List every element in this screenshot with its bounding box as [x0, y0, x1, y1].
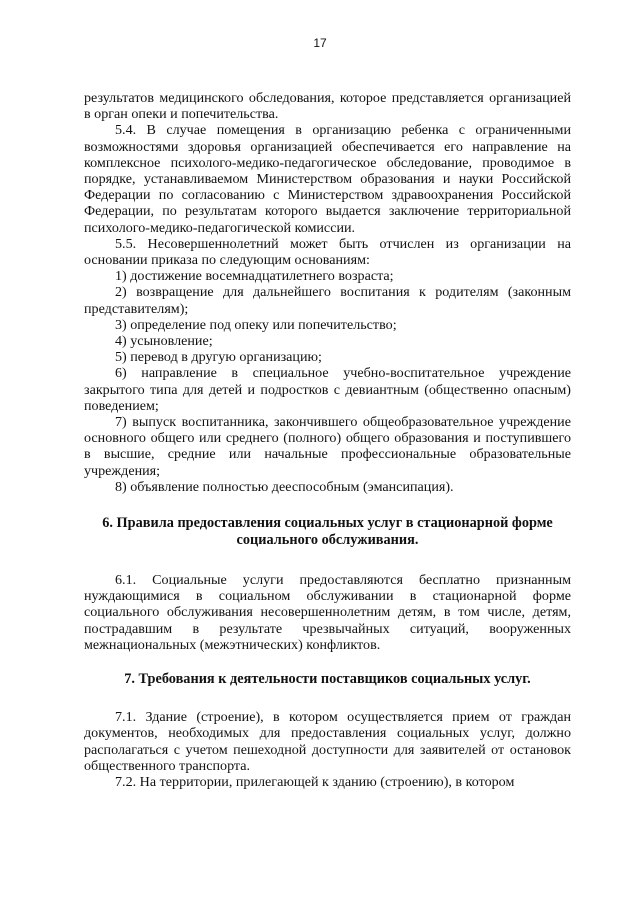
- list-item-1: 1) достижение восемнадцатилетнего возраста;: [115, 268, 394, 285]
- page-number: 17: [313, 36, 327, 50]
- section-6-heading: [84, 515, 571, 549]
- paragraph-5-4: 5.4. В случае помещения в организацию ребенка с ограниченными возможностями здоровья организацией обеспечивается его направление на комплексное психолого-медико-педагогическое обследование, проводимое в порядке, устанавливаемом Министерством образования и науки Российской Федерации по согласованию с Министерством здравоохранения Российской Федерации, по результатам которого выдается заключение территориальной психолого-медико-педагогической комиссии.: [84, 122, 571, 236]
- paragraph-7-1: 7.1. Здание (строение), в котором осуществляется прием от граждан документов, необходимых для предоставления социальных услуг, должно располагаться с учетом пешеходной доступности для заявителей от остановок общественного транспорта.: [84, 709, 571, 774]
- list-item-4: 4) усыновление;: [115, 333, 213, 350]
- section-6-heading-line2: социального обслуживания.: [236, 532, 419, 549]
- paragraph-7-2: 7.2. На территории, прилегающей к зданию (строению), в котором: [115, 773, 515, 790]
- list-item-8: 8) объявление полностью дееспособным (эмансипация).: [115, 478, 454, 495]
- section-6-heading-line1: 6. Правила предоставления социальных услуг в стационарной форме: [102, 515, 553, 532]
- list-item-3: 3) определение под опеку или попечительство;: [115, 316, 397, 333]
- paragraph-continuation: результатов медицинского обследования, которое представляется организацией в орган опеки и попечительства.: [84, 90, 571, 123]
- section-7-heading: 7. Требования к деятельности поставщиков социальных услуг.: [124, 671, 531, 688]
- list-item-7: 7) выпуск воспитанника, закончившего общеобразовательное учреждение основного общего или среднего (полного) общего образования и поступившего в высшие, средние или начальные профессиональные образовательные учреждения;: [84, 414, 571, 479]
- list-item-6: 6) направление в специальное учебно-воспитательное учреждение закрытого типа для детей и подростков с девиантным (общественно опасным) поведением;: [84, 365, 571, 414]
- paragraph-5-5: 5.5. Несовершеннолетний может быть отчислен из организации на основании приказа по следующим основаниям:: [84, 235, 571, 269]
- list-item-5: 5) перевод в другую организацию;: [115, 349, 322, 366]
- paragraph-6-1: 6.1. Социальные услуги предоставляются бесплатно признанным нуждающимися в социальном обслуживании в стационарной форме социального обслуживания несовершеннолетним детям, в том числе, детям, пострадавшим в результате чрезвычайных ситуаций, вооруженных межнациональных (межэтнических) конфликтов.: [84, 572, 571, 653]
- document-body: [84, 90, 571, 790]
- list-item-2: 2) возвращение для дальнейшего воспитания к родителям (законным представителям);: [84, 284, 571, 317]
